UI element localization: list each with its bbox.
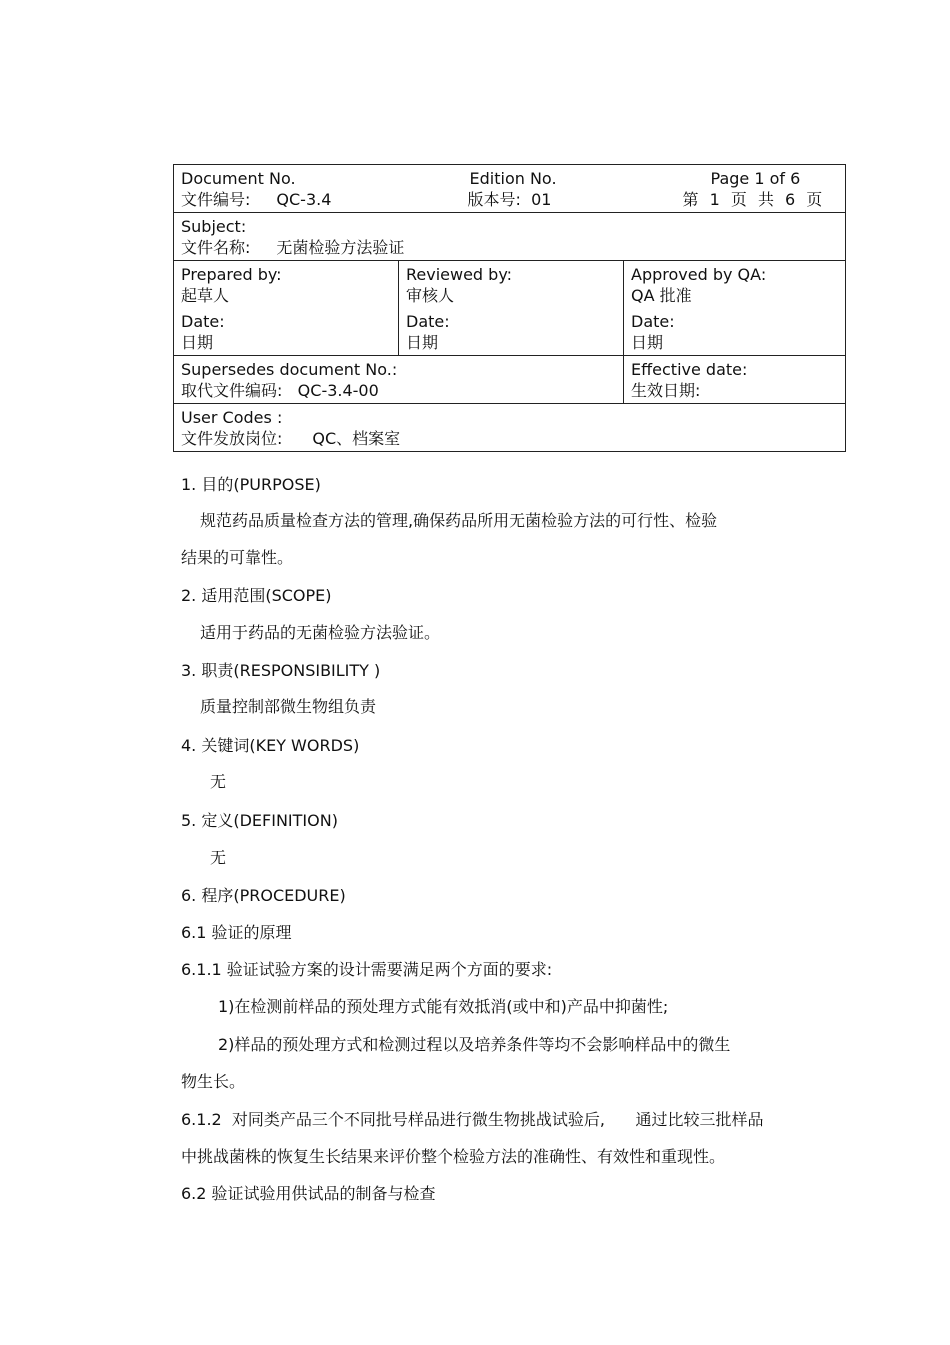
approved-by-cell bbox=[624, 261, 846, 356]
edition-no-cn-label: 版本号: bbox=[467, 190, 521, 209]
section-2-text: 适用于药品的无菌检验方法验证。 bbox=[200, 623, 441, 642]
section-6-title: 6. 程序(PROCEDURE) bbox=[181, 886, 346, 905]
reviewed-date-cn-label: 日期 bbox=[406, 333, 439, 352]
approved-by-cn-label: QA 批准 bbox=[631, 286, 692, 305]
section-6-1-2-line-2: 中挑战菌株的恢复生长结果来评价整个检验方法的准确性、有效性和重现性。 bbox=[181, 1147, 726, 1166]
user-codes-value: QC、档案室 bbox=[312, 429, 401, 448]
section-6-1-1-item-1: 1)在检测前样品的预处理方式能有效抵消(或中和)产品中抑菌性; bbox=[218, 997, 669, 1016]
document-no-cn-label: 文件编号: bbox=[181, 190, 251, 209]
supersedes-label: Supersedes document No.: bbox=[181, 360, 398, 379]
effective-date-cn-label: 生效日期: bbox=[631, 381, 701, 400]
document-no-label: Document No. bbox=[181, 169, 296, 188]
page-number-cn: 第 1 页 共 6 页 bbox=[682, 190, 823, 209]
document-no-value: QC-3.4 bbox=[276, 190, 332, 209]
section-6-1-title: 6.1 验证的原理 bbox=[181, 923, 292, 942]
document-header-table bbox=[173, 164, 846, 452]
supersedes-value: QC-3.4-00 bbox=[297, 381, 379, 400]
page-number-en: Page 1 of 6 bbox=[710, 169, 801, 188]
edition-no-cell bbox=[467, 165, 624, 213]
header-row-supersedes bbox=[174, 356, 846, 404]
section-5-title: 5. 定义(DEFINITION) bbox=[181, 811, 338, 830]
document-no-cell bbox=[174, 165, 470, 213]
section-1-text-line-1: 规范药品质量检查方法的管理,确保药品所用无菌检验方法的可行性、检验 bbox=[200, 511, 718, 530]
approved-date-cn-label: 日期 bbox=[631, 333, 664, 352]
subject-label: Subject: bbox=[181, 217, 247, 236]
section-6-1-1-text: 6.1.1 验证试验方案的设计需要满足两个方面的要求: bbox=[181, 960, 553, 979]
page-number-cell bbox=[624, 165, 846, 213]
section-2-title: 2. 适用范围(SCOPE) bbox=[181, 586, 332, 605]
subject-cn-label: 文件名称: bbox=[181, 238, 251, 257]
header-row-user-codes bbox=[174, 404, 846, 452]
prepared-by-cell bbox=[174, 261, 399, 356]
header-row-subject bbox=[174, 213, 846, 261]
approved-by-label: Approved by QA: bbox=[631, 265, 767, 284]
prepared-date-cn-label: 日期 bbox=[181, 333, 214, 352]
effective-date-label: Effective date: bbox=[631, 360, 748, 379]
approved-date-label: Date: bbox=[631, 312, 675, 331]
user-codes-cell bbox=[174, 404, 846, 452]
edition-no-label: Edition No. bbox=[469, 169, 557, 188]
user-codes-cn-label: 文件发放岗位: bbox=[181, 429, 283, 448]
section-5-text: 无 bbox=[210, 848, 227, 867]
section-1-title: 1. 目的(PURPOSE) bbox=[181, 475, 321, 494]
supersedes-cn-label: 取代文件编码: bbox=[181, 381, 283, 400]
section-6-1-1-item-2-line-1: 2)样品的预处理方式和检测过程以及培养条件等均不会影响样品中的微生 bbox=[218, 1035, 731, 1054]
section-3-text: 质量控制部微生物组负责 bbox=[200, 697, 377, 716]
supersedes-cell bbox=[174, 356, 624, 404]
reviewed-by-label: Reviewed by: bbox=[406, 265, 513, 284]
section-3-title: 3. 职责(RESPONSIBILITY ) bbox=[181, 661, 381, 680]
reviewed-by-cell bbox=[399, 261, 624, 356]
subject-value: 无菌检验方法验证 bbox=[276, 238, 405, 257]
edition-no-value: 01 bbox=[531, 190, 552, 209]
effective-date-cell bbox=[624, 356, 846, 404]
user-codes-label: User Codes : bbox=[181, 408, 283, 427]
section-6-1-2-line-1: 6.1.2 对同类产品三个不同批号样品进行微生物挑战试验后, 通过比较三批样品 bbox=[181, 1110, 764, 1129]
section-1-text-line-2: 结果的可靠性。 bbox=[181, 548, 294, 567]
header-row-document bbox=[174, 165, 846, 213]
prepared-by-label: Prepared by: bbox=[181, 265, 282, 284]
reviewed-date-label: Date: bbox=[406, 312, 450, 331]
section-6-1-1-item-2-line-2: 物生长。 bbox=[181, 1072, 246, 1091]
section-4-title: 4. 关键词(KEY WORDS) bbox=[181, 736, 360, 755]
prepared-by-cn-label: 起草人 bbox=[181, 286, 230, 305]
prepared-date-label: Date: bbox=[181, 312, 225, 331]
section-6-2-title: 6.2 验证试验用供试品的制备与检查 bbox=[181, 1184, 436, 1203]
header-row-signatures bbox=[174, 261, 846, 356]
reviewed-by-cn-label: 审核人 bbox=[406, 286, 455, 305]
section-4-text: 无 bbox=[210, 772, 227, 791]
subject-cell bbox=[174, 213, 846, 261]
